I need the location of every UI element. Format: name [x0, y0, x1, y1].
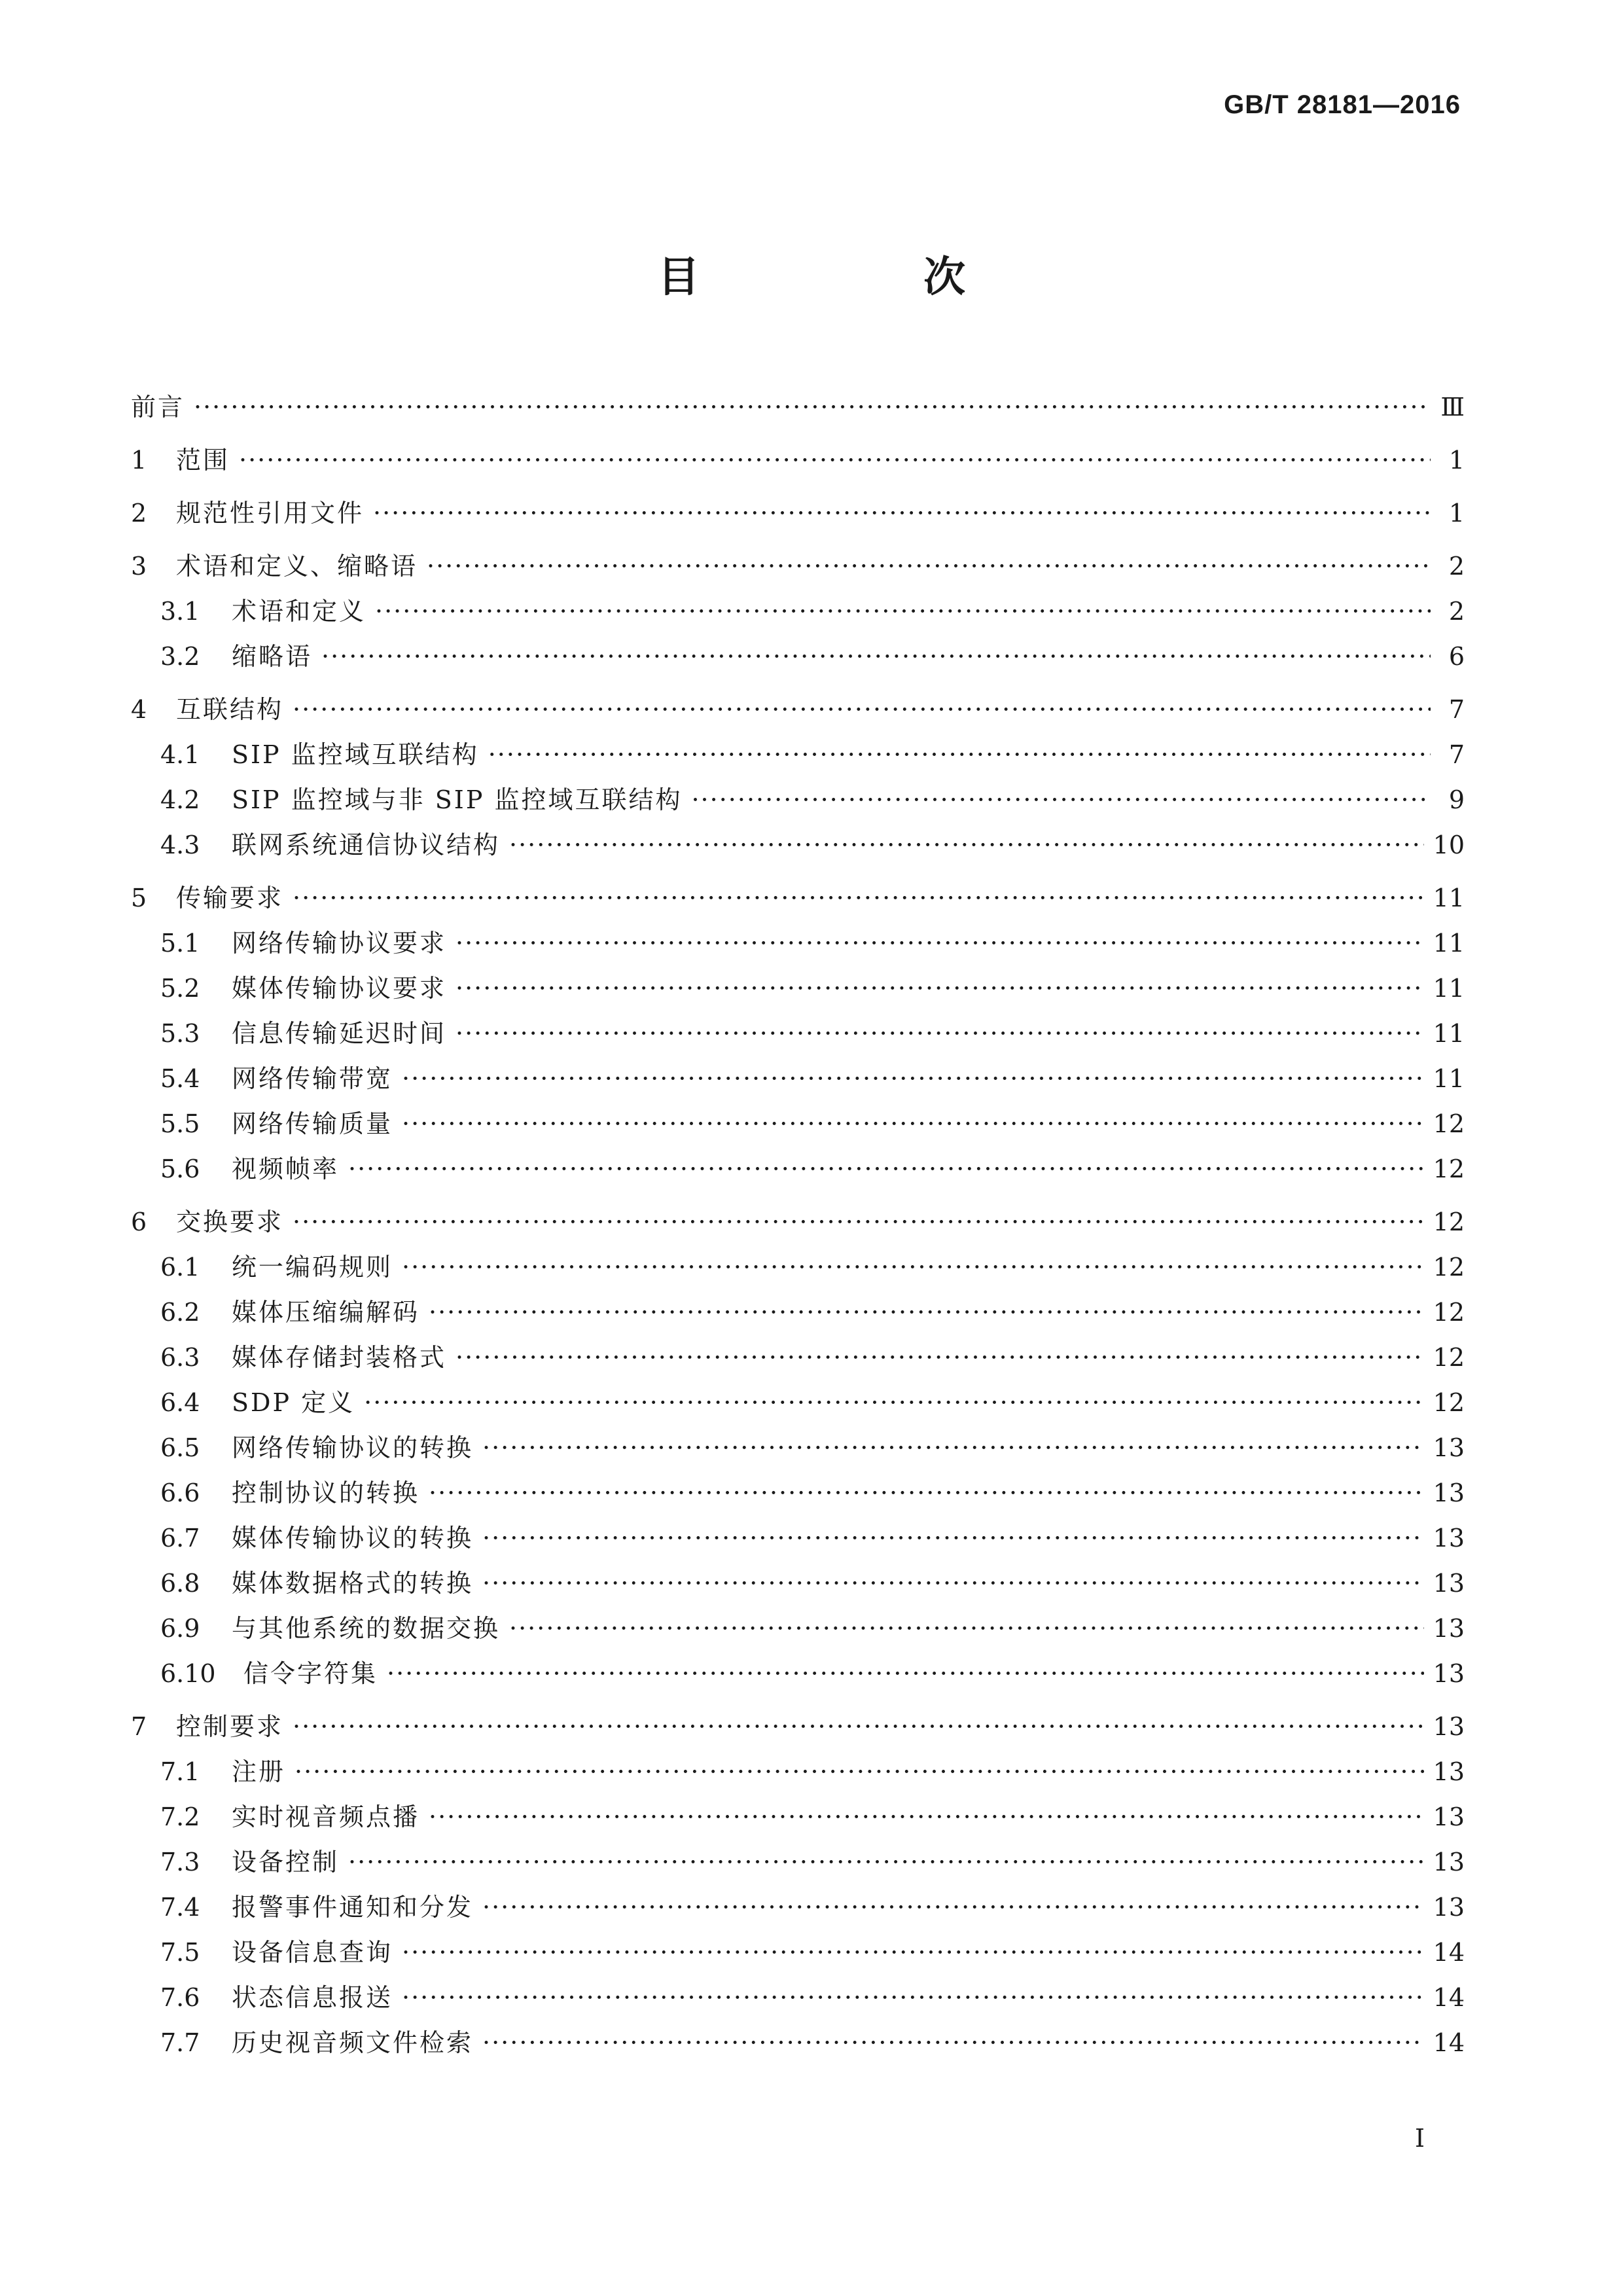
standard-code: GB/T 28181—2016	[1224, 90, 1461, 119]
dot-leader	[455, 966, 1424, 1011]
toc-entry-page: 12	[1433, 1388, 1465, 1417]
dot-leader	[293, 876, 1424, 921]
toc-entry[interactable]	[131, 1426, 1465, 1471]
toc-entry[interactable]	[131, 1704, 1465, 1749]
dot-leader	[509, 1606, 1424, 1651]
toc-entry-title: 历史视音频文件检索	[232, 2028, 474, 2057]
toc-entry-page: 13	[1433, 1712, 1465, 1741]
toc-entry[interactable]	[131, 778, 1465, 823]
toc-entry-title: SIP 监控域互联结构	[232, 740, 479, 769]
dot-leader	[387, 1651, 1424, 1696]
toc-entry-page: 11	[1433, 974, 1465, 1003]
toc-entry-page: 9	[1448, 785, 1465, 814]
toc-entry[interactable]	[131, 1011, 1465, 1056]
toc-entry[interactable]	[131, 921, 1465, 966]
toc-entry-number: 5.5	[160, 1109, 200, 1138]
toc-entry-title: SDP 定义	[232, 1388, 355, 1417]
toc-entry[interactable]	[131, 876, 1465, 921]
toc-entry-page: 11	[1433, 884, 1465, 912]
toc-entry-page: 13	[1433, 1479, 1465, 1507]
toc-entry[interactable]	[131, 1056, 1465, 1102]
toc-entry-page: 13	[1433, 1848, 1465, 1876]
toc-entry-page: 13	[1433, 1757, 1465, 1786]
toc-entry-number: 6.8	[160, 1569, 200, 1598]
toc-entry-number: 5.2	[160, 974, 200, 1003]
toc-entry[interactable]	[131, 732, 1465, 778]
toc-entry-title: 媒体存储封装格式	[232, 1343, 447, 1372]
toc-entry-number: 5	[131, 884, 147, 912]
toc-entry[interactable]	[131, 589, 1465, 634]
toc-entry-title: 信息传输延迟时间	[232, 1019, 447, 1048]
toc-entry[interactable]	[131, 491, 1465, 536]
toc-entry[interactable]	[131, 1380, 1465, 1426]
toc-entry-page: 12	[1433, 1253, 1465, 1282]
toc-entry-number: 3.1	[160, 597, 200, 626]
toc-entry-page: 12	[1433, 1343, 1465, 1372]
toc-entry-number: 7.6	[160, 1983, 200, 2012]
toc-entry-page: 13	[1433, 1659, 1465, 1688]
toc-entry-page: 6	[1448, 642, 1465, 671]
toc-entry-number: 6.7	[160, 1524, 200, 1552]
dot-leader	[455, 1335, 1424, 1380]
dot-leader	[321, 634, 1431, 679]
toc-entry-page: 2	[1448, 597, 1465, 626]
toc-entry-page: Ⅲ	[1440, 393, 1465, 422]
toc-entry-page: 1	[1448, 446, 1465, 475]
toc-entry-page: 13	[1433, 1569, 1465, 1598]
dot-leader	[429, 1795, 1424, 1840]
table-of-contents	[131, 385, 1465, 2066]
toc-entry-title: 术语和定义	[232, 597, 366, 626]
toc-entry-number: 4.2	[160, 785, 200, 814]
toc-entry-number: 1	[131, 446, 147, 475]
toc-entry-title: 状态信息报送	[232, 1983, 393, 2012]
toc-entry[interactable]	[131, 1840, 1465, 1885]
toc-entry-number: 4	[131, 695, 147, 724]
dot-leader	[691, 778, 1431, 823]
toc-entry-title: 媒体传输协议的转换	[232, 1524, 474, 1552]
dot-leader	[455, 921, 1424, 966]
toc-entry-page: 2	[1448, 552, 1465, 581]
toc-entry-title: 媒体传输协议要求	[232, 974, 447, 1003]
dot-leader	[488, 732, 1431, 778]
toc-entry-number: 7.4	[160, 1893, 200, 1922]
toc-entry-page: 13	[1433, 1803, 1465, 1831]
toc-entry[interactable]	[131, 1749, 1465, 1795]
toc-entry-title: 视频帧率	[232, 1155, 340, 1183]
page-number: I	[1415, 2124, 1425, 2153]
dot-leader	[455, 1011, 1424, 1056]
toc-entry-number: 7.1	[160, 1757, 200, 1786]
toc-entry-title: 统一编码规则	[232, 1253, 393, 1282]
toc-entry-number: 4.3	[160, 831, 200, 859]
toc-entry[interactable]	[131, 823, 1465, 868]
toc-entry-page: 1	[1448, 499, 1465, 528]
toc-entry-title: 术语和定义、缩略语	[176, 552, 418, 581]
toc-entry-number: 6.1	[160, 1253, 200, 1282]
dot-leader	[294, 1749, 1424, 1795]
toc-entry[interactable]	[131, 1885, 1465, 1930]
toc-entry-number: 7	[131, 1712, 147, 1741]
toc-entry[interactable]	[131, 1561, 1465, 1606]
toc-entry-number: 6.6	[160, 1479, 200, 1507]
toc-entry-number: 3	[131, 552, 147, 581]
toc-entry[interactable]	[131, 1606, 1465, 1651]
dot-leader	[402, 1102, 1424, 1147]
dot-leader	[375, 589, 1431, 634]
dot-leader	[429, 1290, 1424, 1335]
toc-entry-title: 前言	[131, 393, 185, 422]
toc-entry-title: 与其他系统的数据交换	[232, 1614, 501, 1643]
toc-entry-title: 媒体数据格式的转换	[232, 1569, 474, 1598]
toc-entry-number: 7.2	[160, 1803, 200, 1831]
toc-entry-page: 13	[1433, 1524, 1465, 1552]
toc-entry-title: 互联结构	[176, 695, 284, 724]
toc-entry[interactable]	[131, 544, 1465, 589]
toc-entry-page: 13	[1433, 1433, 1465, 1462]
toc-entry-title: 网络传输带宽	[232, 1064, 393, 1093]
toc-entry-title: 规范性引用文件	[176, 499, 365, 528]
toc-entry[interactable]	[131, 1102, 1465, 1147]
toc-entry-number: 3.2	[160, 642, 200, 671]
toc-entry[interactable]	[131, 385, 1465, 430]
toc-entry-title: 注册	[232, 1757, 286, 1786]
dot-leader	[482, 1885, 1424, 1930]
toc-entry-title: 实时视音频点播	[232, 1803, 420, 1831]
toc-entry[interactable]	[131, 1245, 1465, 1290]
toc-entry[interactable]	[131, 438, 1465, 483]
toc-entry-title: 设备控制	[232, 1848, 340, 1876]
toc-entry-number: 6.9	[160, 1614, 200, 1643]
dot-leader	[482, 1516, 1424, 1561]
toc-entry[interactable]	[131, 1516, 1465, 1561]
dot-leader	[239, 438, 1431, 483]
dot-leader	[364, 1380, 1423, 1426]
toc-entry-title: 控制协议的转换	[232, 1479, 420, 1507]
toc-entry[interactable]	[131, 1147, 1465, 1192]
toc-entry-page: 11	[1433, 1064, 1465, 1093]
toc-entry[interactable]	[131, 1930, 1465, 1975]
dot-leader	[402, 1930, 1424, 1975]
dot-leader	[482, 1561, 1424, 1606]
toc-entry-number: 5.1	[160, 929, 200, 958]
toc-entry[interactable]	[131, 1651, 1465, 1696]
toc-entry-page: 12	[1433, 1109, 1465, 1138]
toc-entry-title: 联网系统通信协议结构	[232, 831, 501, 859]
toc-entry-title: 交换要求	[176, 1208, 284, 1236]
toc-entry-number: 6.4	[160, 1388, 200, 1417]
toc-entry-page: 11	[1433, 929, 1465, 958]
toc-entry-title: 缩略语	[232, 642, 313, 671]
dot-leader	[348, 1840, 1424, 1885]
toc-entry-title: 网络传输质量	[232, 1109, 393, 1138]
dot-leader	[509, 823, 1424, 868]
toc-entry[interactable]	[131, 687, 1465, 732]
page-title: 目 次	[657, 253, 1071, 302]
toc-entry[interactable]	[131, 1795, 1465, 1840]
toc-entry-title: 设备信息查询	[232, 1938, 393, 1967]
toc-entry-number: 6.10	[160, 1659, 216, 1688]
toc-entry-page: 12	[1433, 1155, 1465, 1183]
dot-leader	[373, 491, 1431, 536]
toc-entry-number: 7.5	[160, 1938, 200, 1967]
toc-entry-title: 信令字符集	[243, 1659, 378, 1688]
dot-leader	[427, 544, 1431, 589]
dot-leader	[348, 1147, 1424, 1192]
toc-entry-title: 控制要求	[176, 1712, 284, 1741]
toc-entry-page: 14	[1433, 1983, 1465, 2012]
toc-entry-title: 网络传输协议的转换	[232, 1433, 474, 1462]
toc-entry-number: 2	[131, 499, 147, 528]
toc-entry-title: 传输要求	[176, 884, 284, 912]
toc-entry-number: 6.3	[160, 1343, 200, 1372]
toc-entry[interactable]	[131, 2020, 1465, 2066]
dot-leader	[429, 1471, 1424, 1516]
toc-entry[interactable]	[131, 1290, 1465, 1335]
toc-entry-number: 5.4	[160, 1064, 200, 1093]
dot-leader	[482, 2020, 1424, 2066]
toc-entry-number: 7.3	[160, 1848, 200, 1876]
dot-leader	[402, 1245, 1424, 1290]
toc-entry-page: 14	[1433, 1938, 1465, 1967]
toc-entry-number: 6	[131, 1208, 147, 1236]
toc-entry[interactable]	[131, 1335, 1465, 1380]
toc-entry-number: 5.3	[160, 1019, 200, 1048]
toc-entry-page: 12	[1433, 1298, 1465, 1327]
toc-entry[interactable]	[131, 1471, 1465, 1516]
toc-entry-title: SIP 监控域与非 SIP 监控域互联结构	[232, 785, 683, 814]
toc-entry-page: 11	[1433, 1019, 1465, 1048]
dot-leader	[402, 1975, 1424, 2020]
toc-entry-title: 媒体压缩编解码	[232, 1298, 420, 1327]
toc-entry-number: 6.2	[160, 1298, 200, 1327]
toc-entry[interactable]	[131, 634, 1465, 679]
dot-leader	[293, 687, 1431, 732]
toc-entry-title: 范围	[176, 446, 230, 475]
toc-entry-page: 7	[1448, 740, 1465, 769]
toc-entry-page: 12	[1433, 1208, 1465, 1236]
dot-leader	[293, 1704, 1424, 1749]
toc-entry-page: 13	[1433, 1893, 1465, 1922]
toc-entry[interactable]	[131, 966, 1465, 1011]
toc-entry-number: 6.5	[160, 1433, 200, 1462]
toc-entry-number: 5.6	[160, 1155, 200, 1183]
dot-leader	[194, 385, 1431, 430]
toc-entry-title: 报警事件通知和分发	[232, 1893, 474, 1922]
toc-entry-page: 14	[1433, 2028, 1465, 2057]
dot-leader	[402, 1056, 1424, 1102]
toc-entry-page: 7	[1448, 695, 1465, 724]
toc-entry[interactable]	[131, 1975, 1465, 2020]
toc-entry-page: 13	[1433, 1614, 1465, 1643]
toc-entry-page: 10	[1433, 831, 1465, 859]
dot-leader	[482, 1426, 1424, 1471]
toc-entry[interactable]	[131, 1200, 1465, 1245]
toc-entry-number: 7.7	[160, 2028, 200, 2057]
toc-entry-title: 网络传输协议要求	[232, 929, 447, 958]
dot-leader	[293, 1200, 1424, 1245]
toc-entry-number: 4.1	[160, 740, 200, 769]
